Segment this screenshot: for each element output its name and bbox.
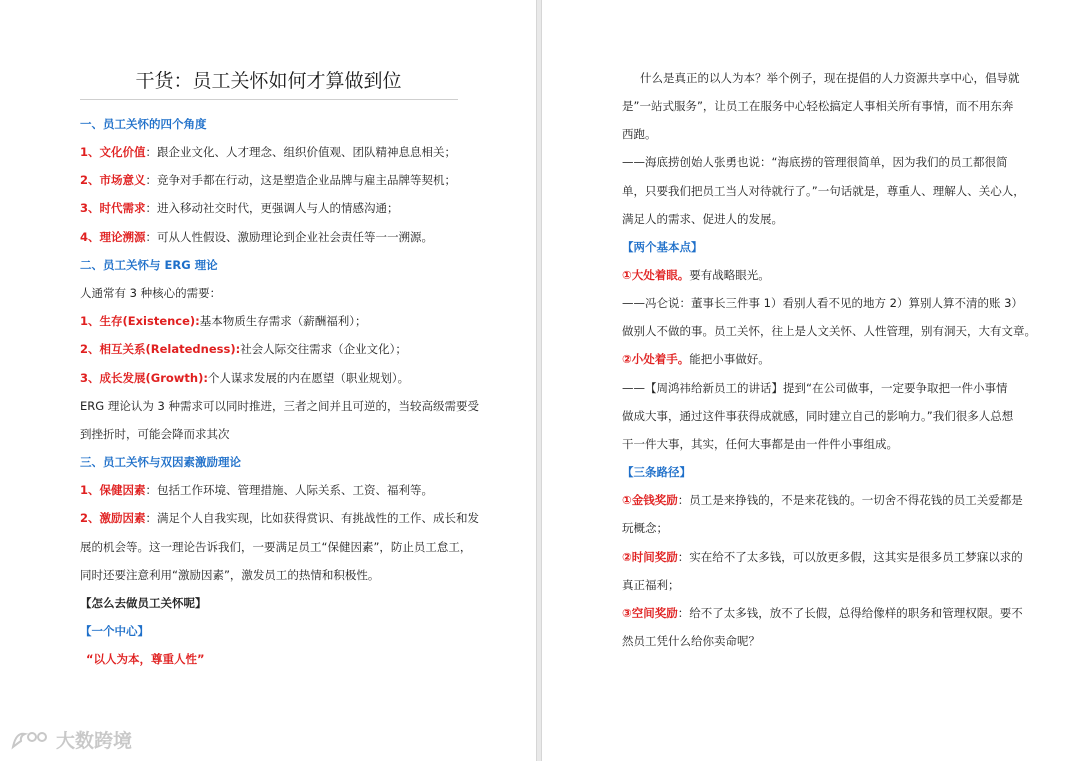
watermark (10, 726, 132, 753)
list-item: ②时间奖励：实在给不了太多钱，可以放更多假，这其实是很多员工梦寐以求的 (622, 550, 1023, 564)
title-divider (80, 99, 458, 100)
list-item: ①大处着眼。要有战略眼光。 (622, 268, 770, 282)
list-item: ②小处着手。能把小事做好。 (622, 352, 770, 366)
document-title: 干货：员工关怀如何才算做到位 (135, 70, 402, 92)
paragraph: 西跑。 (622, 127, 657, 141)
paragraph: 展的机会等。这一理论告诉我们，一要满足员工“保健因素”，防止员工怠工， (80, 540, 472, 554)
list-item: ①金钱奖励：员工是来挣钱的，不是来花钱的。一切舍不得花钱的员工关爱都是 (622, 493, 1023, 507)
paragraph: 满足人的需求、促进人的发展。 (622, 212, 783, 226)
list-item: 2、市场意义：竞争对手都在行动，这是塑造企业品牌与雇主品牌等契机； (80, 173, 457, 187)
section-heading-3: 三、员工关怀与双因素激励理论 (80, 455, 241, 469)
paragraph: 然员工凭什么给你卖命呢？ (622, 634, 760, 648)
slogan: “以人为本，尊重人性” (86, 652, 205, 666)
watermark-text: 大数跨境 (56, 730, 133, 752)
paragraph: 玩概念； (622, 521, 668, 535)
subheading-how: 【怎么去做员工关怀呢】 (80, 596, 207, 610)
subheading-three-paths: 【三条路径】 (622, 465, 691, 479)
subheading-two-points: 【两个基本点】 (622, 240, 703, 254)
paragraph: 真正福利； (622, 578, 680, 592)
list-item: 1、文化价值：跟企业文化、人才理念、组织价值观、团队精神息息相关； (80, 145, 457, 159)
paragraph: 同时还要注意利用“激励因素”，激发员工的热情和积极性。 (80, 568, 380, 582)
section-heading-2: 二、员工关怀与 ERG 理论 (80, 258, 218, 272)
paragraph: 什么是真正的以人为本？举个例子，现在提倡的人力资源共享中心，倡导就 (640, 71, 1020, 85)
paragraph: 是”一站式服务”，让员工在服务中心轻松搞定人事相关所有事情，而不用东奔 (622, 99, 1014, 113)
list-item: 2、相互关系(Relatedness):社会人际交往需求（企业文化）； (80, 342, 407, 356)
paragraph: 干一件大事，其实，任何大事都是由一件件小事组成。 (622, 437, 898, 451)
list-item: 4、理论溯源：可从人性假设、激励理论到企业社会责任等一一溯源。 (80, 230, 434, 244)
list-item: 3、时代需求：进入移动社交时代，更强调人与人的情感沟通； (80, 201, 399, 215)
left-page (0, 0, 537, 761)
paragraph: 人通常有 3 种核心的需要： (80, 286, 222, 300)
list-item: 1、生存(Existence):基本物质生存需求（薪酬福利）； (80, 314, 367, 328)
list-item: 1、保健因素：包括工作环境、管理措施、人际关系、工资、福利等。 (80, 483, 434, 497)
paragraph: ——冯仑说：董事长三件事 1）看别人看不见的地方 2）算别人算不清的账 3） (622, 296, 1023, 310)
watermark-logo-icon (10, 728, 50, 752)
section-heading-1: 一、员工关怀的四个角度 (80, 117, 207, 131)
right-page (541, 0, 1080, 761)
paragraph: 单，只要我们把员工当人对待就行了。”一句话就是，尊重人、理解人、关心人， (622, 184, 1025, 198)
subheading-one-center: 【一个中心】 (80, 624, 149, 638)
paragraph: 到挫折时，可能会降而求其次 (80, 427, 230, 441)
list-item: 3、成长发展(Growth):个人谋求发展的内在愿望（职业规划）。 (80, 371, 410, 385)
list-item: 2、激励因素：满足个人自我实现，比如获得赏识、有挑战性的工作、成长和发 (80, 511, 480, 525)
list-item: ③空间奖励：给不了太多钱，放不了长假，总得给像样的职务和管理权限。要不 (622, 606, 1023, 620)
paragraph: ——海底捞创始人张勇也说：“海底捞的管理很简单，因为我们的员工都很简 (622, 155, 1008, 169)
paragraph: ERG 理论认为 3 种需求可以同时推进，三者之间并且可逆的，当较高级需要受 (80, 399, 479, 413)
paragraph: ——【周鸿祎给新员工的讲话】提到“在公司做事，一定要争取把一件小事情 (622, 381, 1008, 395)
paragraph: 做成大事，通过这件事获得成就感，同时建立自己的影响力。”我们很多人总想 (622, 409, 1014, 423)
paragraph: 做别人不做的事。员工关怀，往上是人文关怀、人性管理，别有洞天，大有文章。 (622, 324, 1036, 338)
